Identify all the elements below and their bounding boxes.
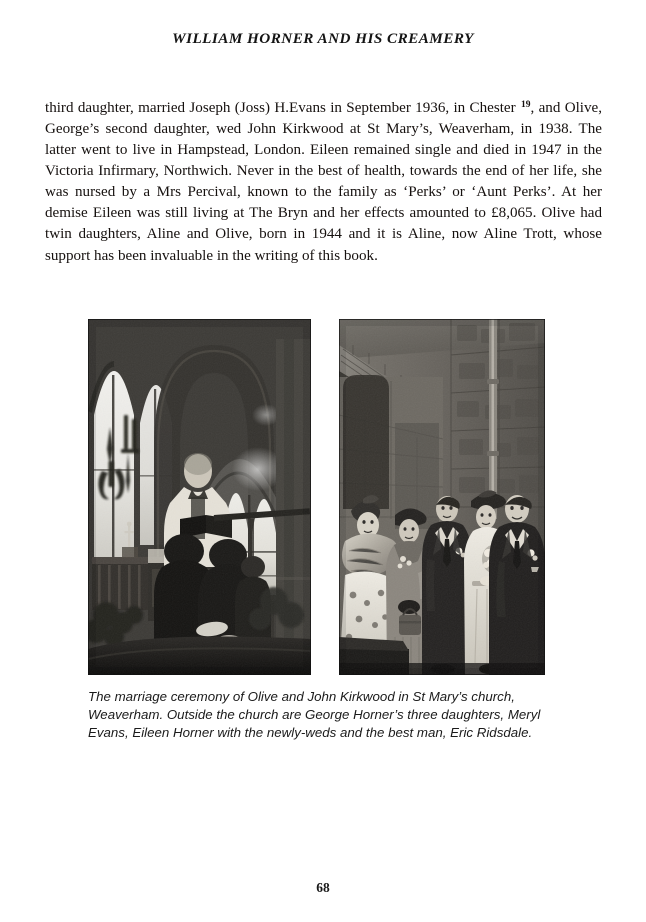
photo-wedding-group	[339, 319, 545, 675]
photo-church-ceremony	[88, 319, 311, 675]
running-head: WILLIAM HORNER AND HIS CREAMERY	[172, 30, 474, 47]
body-paragraph	[45, 95, 602, 267]
figure-caption: The marriage ceremony of Olive and John Kirkwood in St Mary’s church, Weaverham. Outside the church are George Horner’s three daughters, Meryl Evans, Eileen Horner with the newly-weds and the best man, Eric Ridsdale.	[88, 689, 541, 741]
page-number: 68	[316, 880, 330, 895]
body-text-part-2: , and Olive, George’s second daughter, wed John Kirkwood at St Mary’s, Weaverham, in 1938. The latter went to live in Hampstead, London. Eileen remained single and died in 1947 in the Victoria Infirmary, Northwich. Never in the best of health, towards the end of her life, she was nursed by a Mrs Percival, known to the family as ‘Perks’ or ‘Aunt Perks’. At her demise Eileen was still living at The Bryn and her effects amounted to £8,065. Olive had twin daughters, Aline and Olive, born in 1944 and it is Aline, now Aline Trott, whose support has been invaluable in the writing of this book.	[45, 99, 602, 264]
body-text-part-1: third daughter, married Joseph (Joss) H.Evans in September 1936, in Chester	[45, 99, 520, 116]
photo-church-ceremony-image	[88, 319, 311, 675]
photo-wedding-group-image	[339, 319, 545, 675]
footnote-reference: 19	[520, 100, 531, 111]
